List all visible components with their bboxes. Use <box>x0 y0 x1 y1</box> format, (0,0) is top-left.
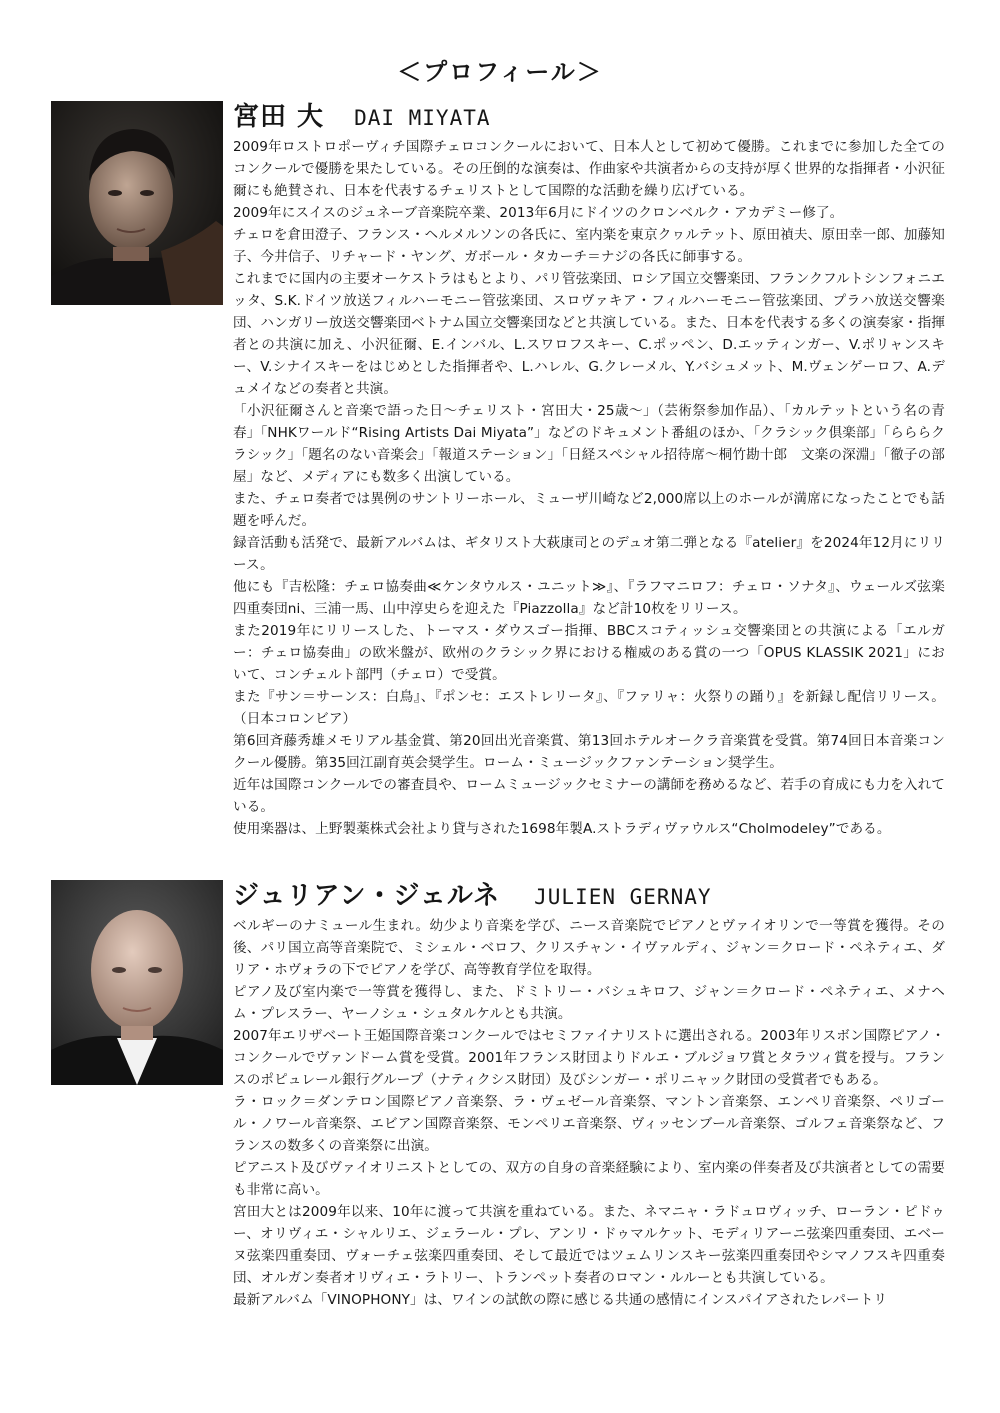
bio-paragraph: ラ・ロック＝ダンテロン国際ピアノ音楽祭、ラ・ヴェゼール音楽祭、マントン音楽祭、エンペリ音楽祭、ペリゴール・ノワール音楽祭、エビアン国際音楽祭、モンペリエ音楽祭、ヴィッセンブール音楽祭、ゴルフェ音楽祭など、フランスの数多くの音楽祭に出演。 <box>233 1094 945 1154</box>
bio-paragraph: これまでに国内の主要オーケストラはもとより、パリ管弦楽団、ロシア国立交響楽団、フランクフルトシンフォニエッタ、S.K.ドイツ放送フィルハーモニー管弦楽団、スロヴァキア・フィルハーモニー管弦楽団、プラハ放送交響楽団、ハンガリー放送交響楽団ベトナム国立交響楽団などと共演している。また、日本を代表する多くの演奏家・指揮者との共演に加え、小沢征爾、E.インバル、L.スワロフスキー、C.ポッペン、D.エッティンガー、V.ポリャンスキー、V.シナイスキーをはじめとした指揮者や、L.ハレル、G.クレーメル、Y.バシュメット、M.ヴェンゲーロフ、A.デュメイなどの奏者と共演。 <box>233 271 945 397</box>
bio-paragraph: 近年は国際コンクールでの審査員や、ロームミュージックセミナーの講師を務めるなど、若手の育成にも力を入れている。 <box>233 777 945 815</box>
bio-paragraph: 録音活動も活発で、最新アルバムは、ギタリスト大萩康司とのデュオ第二弾となる『atelier』を2024年12月にリリース。 <box>233 535 945 573</box>
bio-paragraph: ピアニスト及びヴァイオリニストとしての、双方の自身の音楽経験により、室内楽の伴奏者及び共演者としての需要も非常に高い。 <box>233 1160 945 1198</box>
name-japanese: ジュリアン・ジェルネ <box>233 881 501 911</box>
bio-paragraph: 使用楽器は、上野製薬株式会社より貸与された1698年製A.ストラディヴァウルス“Cholmodeley”である。 <box>233 821 891 837</box>
bio-paragraph: ピアノ及び室内楽で一等賞を獲得し、また、ドミトリー・バシュキロフ、ジャン＝クロード・ペネティエ、メナヘム・プレスラー、ヤーノシュ・シュタルケルとも共演。 <box>233 984 945 1022</box>
bio-paragraph: 宮田大とは2009年以来、10年に渡って共演を重ねている。また、ネマニャ・ラドュロヴィッチ、ローラン・ピドゥー、オリヴィエ・シャルリエ、ジェラール・プレ、アンリ・ドゥマルケット、モディリアーニ弦楽四重奏団、エベーヌ弦楽四重奏団、ヴォーチェ弦楽四重奏団、そして最近ではツェムリンスキー弦楽四重奏団やシマノフスキ四重奏団、オルガン奏者オリヴィエ・ラトリー、トランペット奏者のロマン・ルルーとも共演している。 <box>233 1204 945 1286</box>
bio-paragraph: 第6回斉藤秀雄メモリアル基金賞、第20回出光音楽賞、第13回ホテルオークラ音楽賞を受賞。第74回日本音楽コンクール優勝。第35回江副育英会奨学生。ローム・ミュージックファンテーション奨学生。 <box>233 733 945 771</box>
bio-paragraph: また、チェロ奏者では異例のサントリーホール、ミューザ川崎など2,000席以上のホールが満席になったことでも話題を呼んだ。 <box>233 491 945 529</box>
bio-paragraph: 「小沢征爾さんと音楽で語った日～チェリスト・宮田大・25歳～」（芸術祭参加作品）、「カルテットという名の青春」「NHKワールド“Rising Artists Dai Miyata”」などのドキュメント番組のほか、「クラシック倶楽部」「らららクラシック」「題名のない音楽会」「報道ステーション」「日経スペシャル招待席～桐竹勘十郎 文楽の深淵」「徹子の部屋」など、メディアにも数多く出演している。 <box>233 403 945 485</box>
profile-biography <box>233 136 945 840</box>
bio-paragraph: 他にも『吉松隆：チェロ協奏曲≪ケンタウルス・ユニット≫』、『ラフマニロフ：チェロ・ソナタ』、ウェールズ弦楽四重奏団ni、三浦一馬、山中淳史らを迎えた『Piazzolla』など計10枚をリリース。 <box>233 579 945 617</box>
profile-name <box>233 96 491 133</box>
profile-biography <box>233 915 945 1311</box>
bio-paragraph: 2007年エリザベート王姫国際音楽コンクールではセミファイナリストに選出される。2003年リスボン国際ピアノ・コンクールでヴァンドーム賞を受賞。2001年フランス財団よりドルエ・ブルジョワ賞とタラツィ賞を授与。フランスのポピュレール銀行グループ（ナティクシス財団）及びシンガー・ポリニャック財団の受賞者でもある。 <box>233 1028 945 1088</box>
bio-paragraph: チェロを倉田澄子、フランス・ヘルメルソンの各氏に、室内楽を東京クヮルテット、原田禎夫、原田幸一郎、加藤知子、今井信子、リチャード・ヤング、ガボール・タカーチ＝ナジの各氏に師事する。 <box>233 227 945 265</box>
bio-paragraph: 2009年ロストロポーヴィチ国際チェロコンクールにおいて、日本人として初めて優勝。これまでに参加した全てのコンクールで優勝を果たしている。その圧倒的な演奏は、作曲家や共演者からの支持が厚く世界的な指揮者・小沢征爾にも絶賛され、日本を代表するチェリストとして国際的な活動を繰り広げている。 <box>233 139 945 199</box>
portrait-photo <box>51 880 223 1085</box>
profile-name <box>233 875 712 912</box>
bio-paragraph: また『サン＝サーンス：白鳥』、『ポンセ：エストレリータ』、『ファリャ：火祭りの踊り』を新録し配信リリース。（日本コロンビア） <box>233 689 945 727</box>
name-japanese: 宮田 大 <box>233 102 325 132</box>
name-english: JULIEN GERNAY <box>534 885 712 909</box>
bio-paragraph: ベルギーのナミュール生まれ。幼少より音楽を学び、ニース音楽院でピアノとヴァイオリンで一等賞を獲得。その後、パリ国立高等音楽院で、ミシェル・ベロフ、クリスチャン・イヴァルディ、ジャン＝クロード・ペネティエ、ダリア・ホヴォラの下でピアノを学び、高等教育学位を取得。 <box>233 918 945 978</box>
bio-paragraph: 2009年にスイスのジュネーブ音楽院卒業、2013年6月にドイツのクロンベルク・アカデミー修了。 <box>233 205 844 221</box>
page-heading: ＜プロフィール＞ <box>397 57 603 86</box>
bio-paragraph: また2019年にリリースした、トーマス・ダウスゴー指揮、BBCスコティッシュ交響楽団との共演による「エルガー：チェロ協奏曲」の欧米盤が、欧州のクラシック界における権威のある賞の一つ「OPUS KLASSIK 2021」において、コンチェルト部門（チェロ）で受賞。 <box>233 623 945 683</box>
name-english: DAI MIYATA <box>354 106 491 130</box>
bio-paragraph: 最新アルバム「VINOPHONY」は、ワインの試飲の際に感じる共通の感情にインスパイアされたレパートリ <box>233 1292 888 1308</box>
portrait-photo <box>51 101 223 305</box>
